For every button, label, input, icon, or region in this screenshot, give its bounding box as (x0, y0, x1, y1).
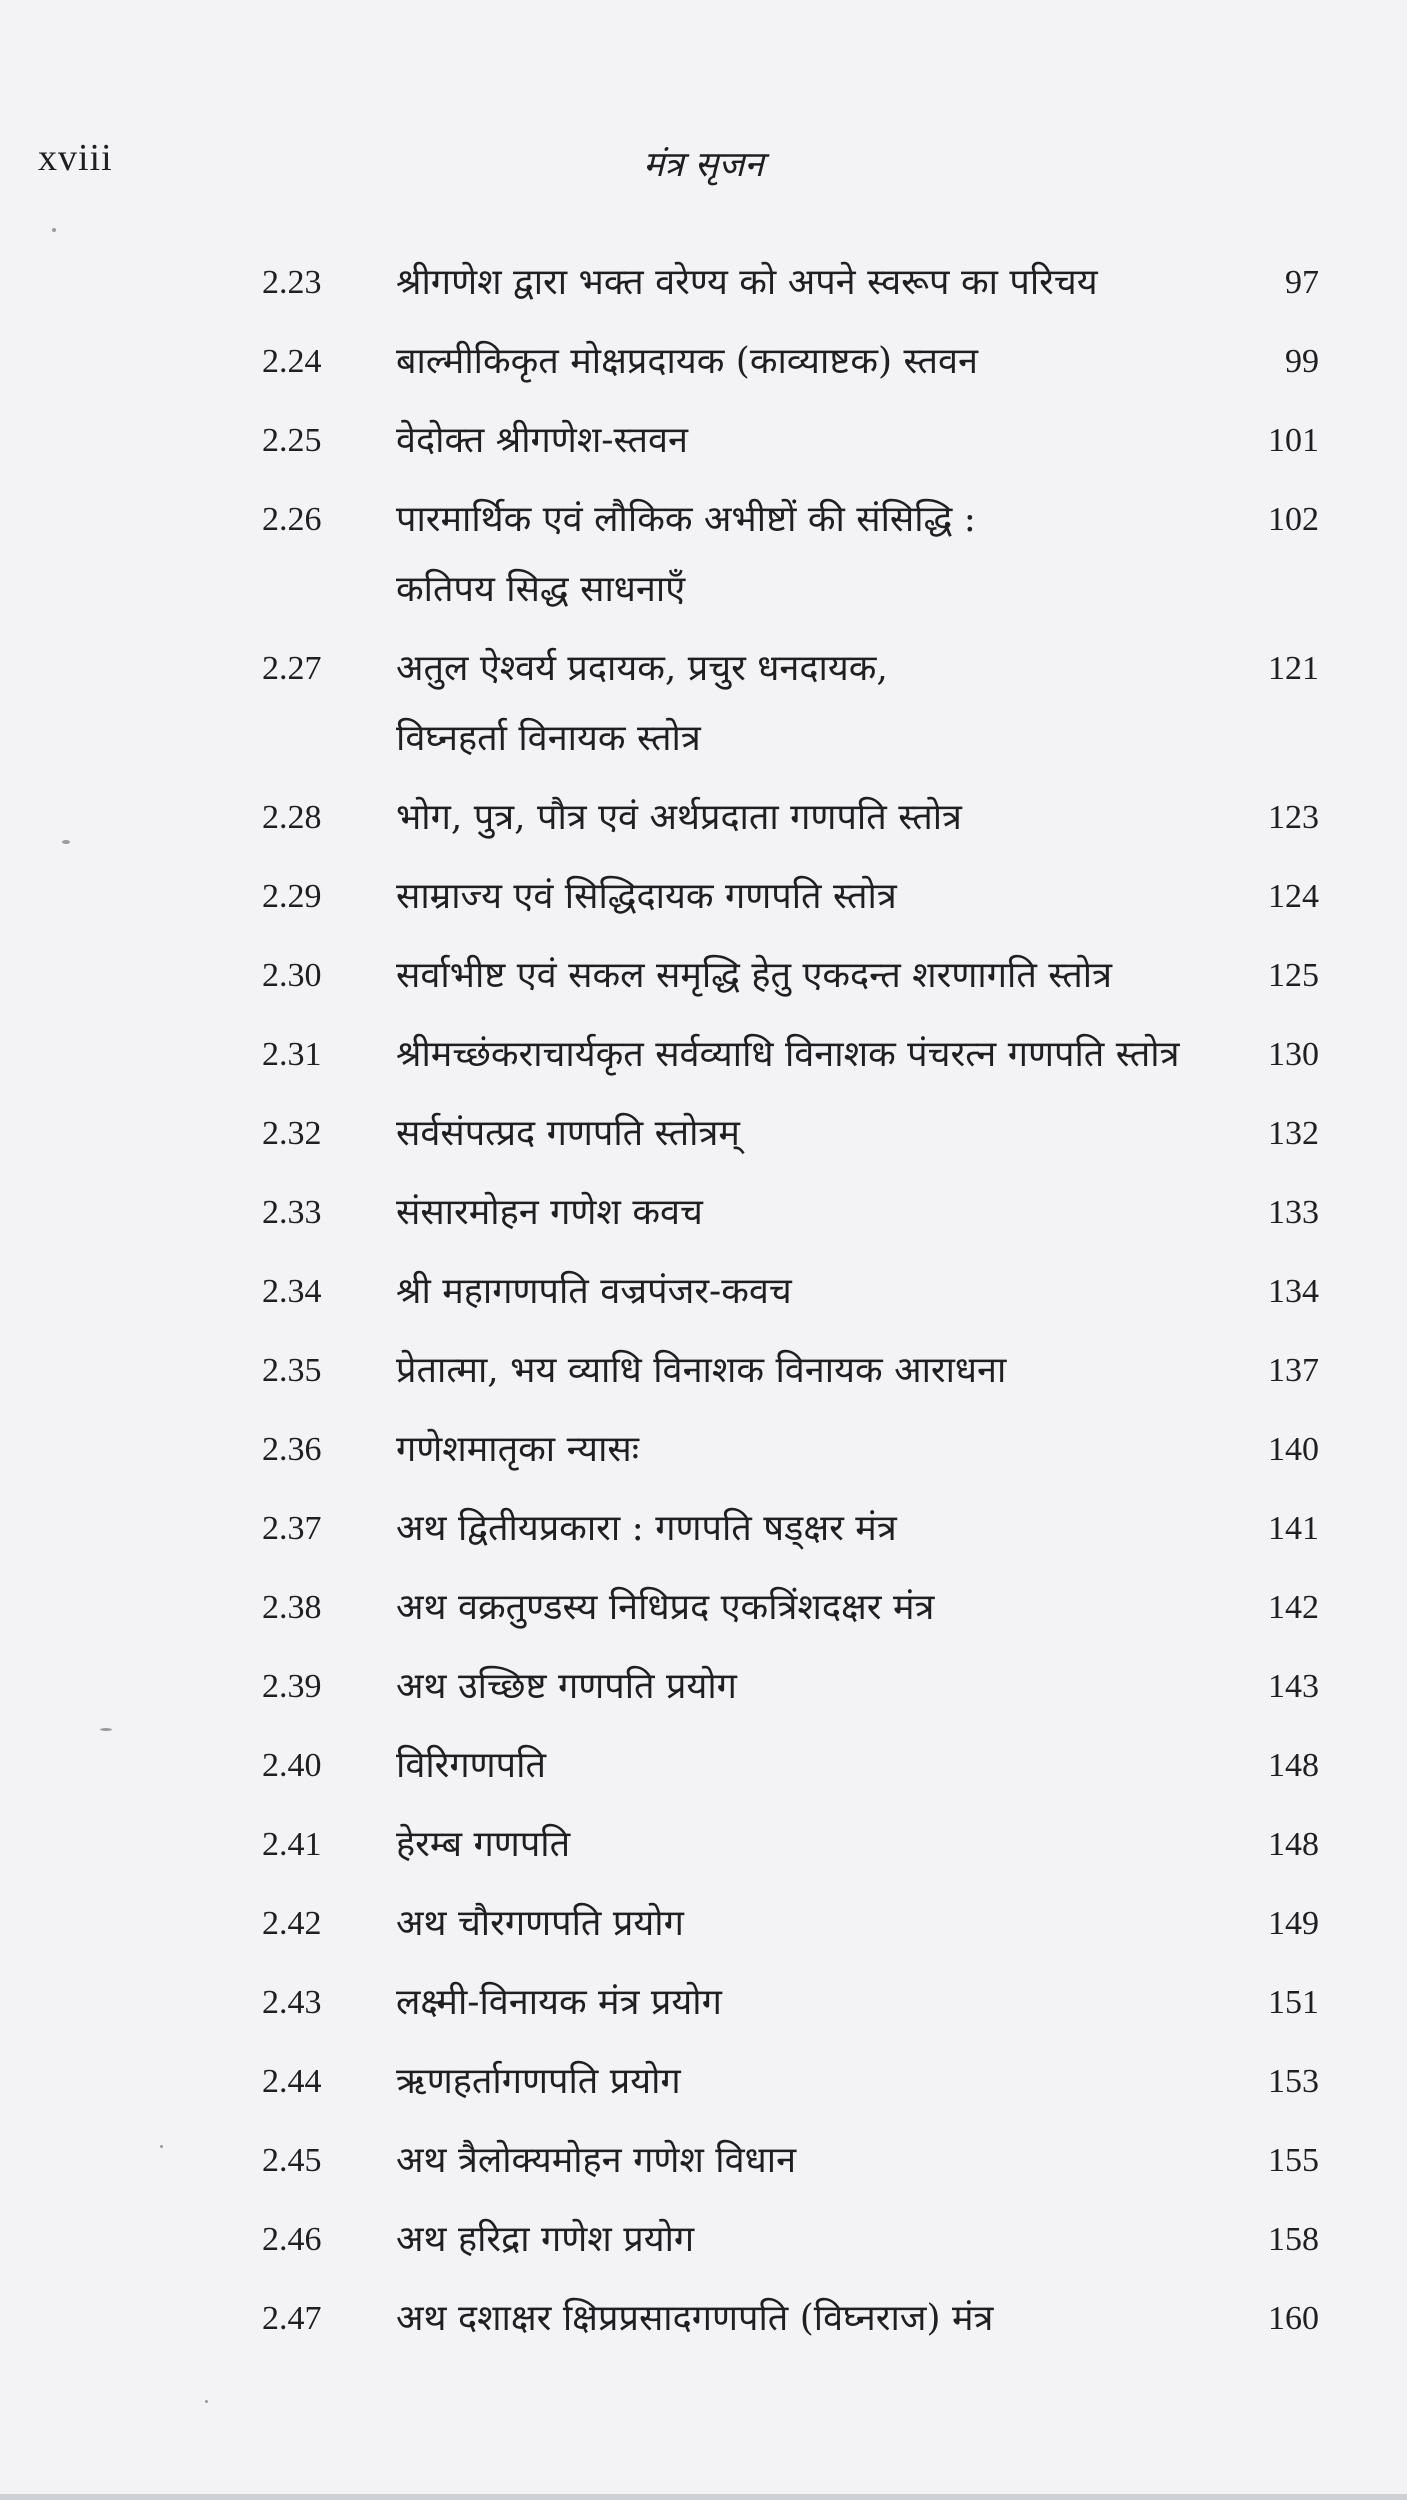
toc-entry-title (396, 1494, 1246, 1564)
toc-entry-title-line: सर्वाभीष्ट एवं सकल समृद्धि हेतु एकदन्त शरणागति स्तोत्र (396, 955, 1113, 996)
toc-entry (0, 2212, 1407, 2291)
toc-entry-page: 148 (1268, 1747, 1319, 1784)
toc-entry (0, 2133, 1407, 2212)
toc-entry-title-line: ऋणहर्तागणपति प्रयोग (396, 2061, 681, 2102)
toc-entry-page: 124 (1268, 878, 1319, 915)
toc-entry-title (396, 862, 1246, 932)
toc-entry-title-line: अथ दशाक्षर क्षिप्रप्रसादगणपति (विघ्नराज) मंत्र (396, 2298, 994, 2339)
toc-entry-title (396, 1731, 1246, 1801)
toc-entry-title-line: वेदोक्त श्रीगणेश-स्तवन (396, 420, 688, 461)
toc-entry-number: 2.38 (262, 1589, 322, 1626)
toc-entry-title-line: अथ हरिद्रा गणेश प्रयोग (396, 2219, 695, 2260)
toc-entry-title-line: संसारमोहन गणेश कवच (396, 1192, 703, 1233)
toc-entry (0, 1264, 1407, 1343)
toc-entry-title-line: अथ चौरगणपति प्रयोग (396, 1903, 684, 1944)
toc-entry-number: 2.40 (262, 1747, 322, 1784)
toc-entry-title (396, 1968, 1246, 2038)
toc-entry (0, 1975, 1407, 2054)
toc-entry (0, 790, 1407, 869)
toc-entry (0, 1896, 1407, 1975)
page-number: xviii (38, 137, 113, 179)
toc-entry-title (396, 1810, 1246, 1880)
toc-entry (0, 2291, 1407, 2370)
toc-entry-page: 125 (1268, 957, 1319, 994)
toc-entry-title-line: गणेशमातृका न्यासः (396, 1429, 639, 1470)
toc-entry-page: 123 (1268, 799, 1319, 836)
toc-entry-page: 143 (1268, 1668, 1319, 1705)
scan-speck (160, 2145, 163, 2148)
toc-entry-title-line: अथ द्वितीयप्रकारा : गणपति षड्क्षर मंत्र (396, 1508, 897, 1549)
page-bottom-edge (0, 2494, 1407, 2500)
toc-entry-number: 2.32 (262, 1115, 322, 1152)
toc-entry-number: 2.30 (262, 957, 322, 994)
toc-entry (0, 641, 1407, 790)
toc-entry-title-line: लक्ष्मी-विनायक मंत्र प्रयोग (396, 1982, 722, 2023)
toc-entry (0, 869, 1407, 948)
toc-entry-number: 2.46 (262, 2221, 322, 2258)
scan-speck (205, 2400, 208, 2403)
toc-entry-number: 2.25 (262, 422, 322, 459)
toc-entry-number: 2.37 (262, 1510, 322, 1547)
toc-entry-number: 2.34 (262, 1273, 322, 1310)
toc-entry-number: 2.23 (262, 264, 322, 301)
toc-entry-title (396, 1415, 1246, 1485)
toc-entry (0, 1501, 1407, 1580)
toc-entry-page: 155 (1268, 2142, 1319, 2179)
toc-entry-page: 140 (1268, 1431, 1319, 1468)
toc-entry-title-line: श्रीमच्छंकराचार्यकृत सर्वव्याधि विनाशक पंचरत्न गणपति स्तोत्र (396, 1034, 1180, 1075)
toc-entry-title (396, 1020, 1246, 1090)
toc-entry-number: 2.41 (262, 1826, 322, 1863)
toc-entry-page: 149 (1268, 1905, 1319, 1942)
toc-entry (0, 1659, 1407, 1738)
toc-entry (0, 255, 1407, 334)
toc-entry-number: 2.26 (262, 501, 322, 538)
toc-entry-title-line: भोग, पुत्र, पौत्र एवं अर्थप्रदाता गणपति स्तोत्र (396, 797, 962, 838)
toc-entry-title-line: साम्राज्य एवं सिद्धिदायक गणपति स्तोत्र (396, 876, 897, 917)
running-title: मंत्र सृजन (643, 145, 764, 185)
toc-entry-number: 2.29 (262, 878, 322, 915)
toc-entry-page: 158 (1268, 2221, 1319, 2258)
toc-entry-number: 2.33 (262, 1194, 322, 1231)
toc-entry-title (396, 634, 1246, 774)
toc-entry (0, 1106, 1407, 1185)
toc-entry-title-line: कतिपय सिद्ध साधनाएँ (396, 569, 686, 610)
toc-entry-page: 151 (1268, 1984, 1319, 2021)
toc-entry-title-line: प्रेतात्मा, भय व्याधि विनाशक विनायक आराधना (396, 1350, 1007, 1391)
toc-entry-page: 101 (1268, 422, 1319, 459)
toc-entry (0, 1738, 1407, 1817)
toc-entry-number: 2.31 (262, 1036, 322, 1073)
toc-entry-title-line: पारमार्थिक एवं लौकिक अभीष्टों की संसिद्धि : (396, 499, 976, 540)
toc-entry-page: 148 (1268, 1826, 1319, 1863)
toc-entry-title-line: विरिगणपति (396, 1745, 546, 1786)
table-of-contents (0, 255, 1407, 2370)
toc-entry-page: 102 (1268, 501, 1319, 538)
toc-entry-number: 2.24 (262, 343, 322, 380)
toc-entry-page: 153 (1268, 2063, 1319, 2100)
toc-entry-title-line: अथ त्रैलोक्यमोहन गणेश विधान (396, 2140, 797, 2181)
toc-entry-title (396, 1573, 1246, 1643)
toc-entry-page: 160 (1268, 2300, 1319, 2337)
toc-entry-title (396, 783, 1246, 853)
toc-entry-title (396, 327, 1246, 397)
scan-speck (100, 1728, 112, 1731)
toc-entry-title (396, 1257, 1246, 1327)
toc-entry (0, 1817, 1407, 1896)
toc-entry-title (396, 1099, 1246, 1169)
toc-entry-title-line: श्री महागणपति वज्रपंजर-कवच (396, 1271, 792, 1312)
toc-entry (0, 1422, 1407, 1501)
scan-speck (52, 228, 56, 232)
toc-entry-page: 97 (1285, 264, 1319, 301)
toc-entry-title (396, 2126, 1246, 2196)
toc-entry (0, 1027, 1407, 1106)
toc-entry-title-line: श्रीगणेश द्वारा भक्त वरेण्य को अपने स्वरूप का परिचय (396, 262, 1098, 303)
toc-entry (0, 413, 1407, 492)
toc-entry-title-line: सर्वसंपत्प्रद गणपति स्तोत्रम् (396, 1113, 740, 1154)
toc-entry-number: 2.44 (262, 2063, 322, 2100)
toc-entry-title-line: हेरम्ब गणपति (396, 1824, 571, 1865)
toc-entry-title (396, 941, 1246, 1011)
toc-entry-page: 137 (1268, 1352, 1319, 1389)
toc-entry-number: 2.43 (262, 1984, 322, 2021)
toc-entry-title (396, 248, 1246, 318)
toc-entry (0, 334, 1407, 413)
toc-entry (0, 948, 1407, 1027)
toc-entry-title (396, 1178, 1246, 1248)
toc-entry-number: 2.42 (262, 1905, 322, 1942)
toc-entry-title-line: अतुल ऐश्वर्य प्रदायक, प्रचुर धनदायक, (396, 648, 888, 689)
toc-entry-title (396, 2047, 1246, 2117)
toc-entry-title (396, 1336, 1246, 1406)
toc-entry-number: 2.47 (262, 2300, 322, 2337)
toc-entry-number: 2.39 (262, 1668, 322, 1705)
toc-entry (0, 492, 1407, 641)
toc-entry-page: 142 (1268, 1589, 1319, 1626)
toc-entry-title (396, 1652, 1246, 1722)
toc-entry (0, 1580, 1407, 1659)
toc-entry-title (396, 406, 1246, 476)
toc-entry-title-line: बाल्मीकिकृत मोक्षप्रदायक (काव्याष्टक) स्तवन (396, 341, 979, 382)
toc-entry-title-line: विघ्नहर्ता विनायक स्तोत्र (396, 718, 701, 759)
toc-entry-number: 2.36 (262, 1431, 322, 1468)
toc-entry-number: 2.27 (262, 650, 322, 687)
toc-entry-title (396, 2205, 1246, 2275)
toc-entry (0, 1185, 1407, 1264)
toc-entry (0, 1343, 1407, 1422)
toc-entry-title (396, 485, 1246, 625)
toc-entry-page: 132 (1268, 1115, 1319, 1152)
toc-entry-page: 134 (1268, 1273, 1319, 1310)
toc-entry-title (396, 1889, 1246, 1959)
toc-entry-number: 2.45 (262, 2142, 322, 2179)
toc-entry-page: 99 (1285, 343, 1319, 380)
toc-entry-number: 2.28 (262, 799, 322, 836)
toc-entry-title-line: अथ वक्रतुण्डस्य निधिप्रद एकत्रिंशदक्षर मंत्र (396, 1587, 935, 1628)
toc-entry-page: 141 (1268, 1510, 1319, 1547)
scan-speck (62, 840, 70, 844)
toc-entry-title-line: अथ उच्छिष्ट गणपति प्रयोग (396, 1666, 737, 1707)
toc-entry-number: 2.35 (262, 1352, 322, 1389)
toc-entry-title (396, 2284, 1246, 2354)
toc-entry-page: 133 (1268, 1194, 1319, 1231)
toc-entry (0, 2054, 1407, 2133)
toc-entry-page: 121 (1268, 650, 1319, 687)
toc-entry-page: 130 (1268, 1036, 1319, 1073)
